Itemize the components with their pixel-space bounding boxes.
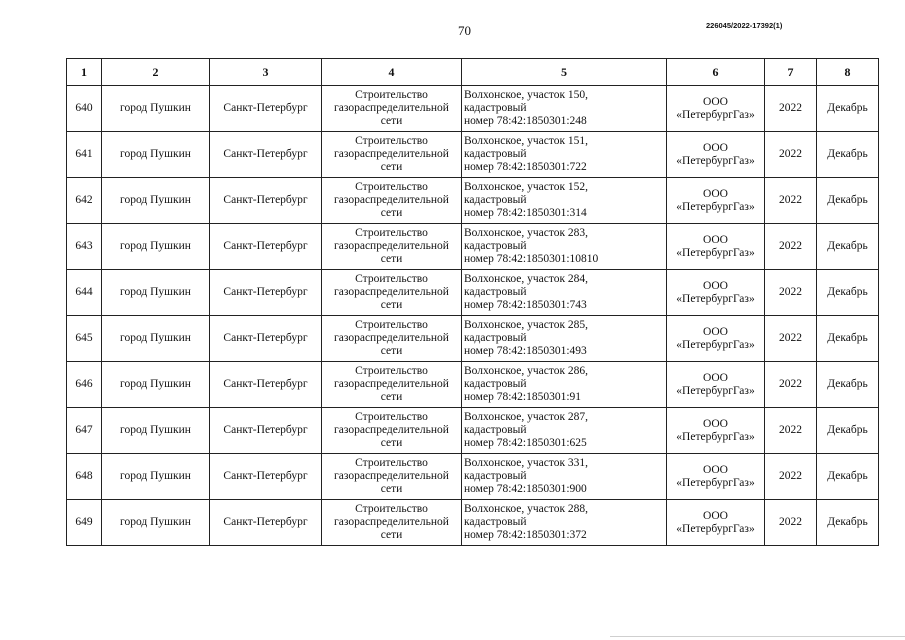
organization-cell xyxy=(667,316,765,362)
month-cell xyxy=(817,454,879,500)
work-type-cell-line: Строительство xyxy=(355,365,428,377)
work-type-cell-line: Строительство xyxy=(355,503,428,515)
table-row xyxy=(67,500,879,546)
month-cell xyxy=(817,132,879,178)
row-number xyxy=(67,454,102,500)
region-cell-line: Санкт-Петербург xyxy=(223,516,308,528)
month-cell-line: Декабрь xyxy=(827,470,868,482)
region-cell xyxy=(210,362,322,408)
work-type-cell-line: сети xyxy=(380,529,403,541)
organization-cell-line: «ПетербургГаз» xyxy=(676,430,755,443)
month-cell-line: Декабрь xyxy=(827,148,868,160)
year-cell xyxy=(765,86,817,132)
work-type-cell xyxy=(322,224,462,270)
row-number-line: 645 xyxy=(75,332,93,344)
row-number-line: 647 xyxy=(75,424,93,436)
city-cell-line: город Пушкин xyxy=(120,332,191,344)
work-type-cell-line: Строительство xyxy=(355,89,428,101)
city-cell-line: город Пушкин xyxy=(120,286,191,298)
header-row xyxy=(67,59,879,86)
address-cell-line: кадастровый xyxy=(464,470,527,482)
region-cell-line: Санкт-Петербург xyxy=(223,194,308,206)
year-cell-line: 2022 xyxy=(779,240,802,252)
column-header: 4 xyxy=(322,59,462,86)
organization-cell xyxy=(667,132,765,178)
work-type-cell-line: сети xyxy=(380,437,403,449)
column-header: 1 xyxy=(67,59,102,86)
row-number xyxy=(67,500,102,546)
column-header: 3 xyxy=(210,59,322,86)
city-cell xyxy=(102,270,210,316)
month-cell xyxy=(817,270,879,316)
work-type-cell-line: Строительство xyxy=(355,181,428,193)
organization-cell xyxy=(667,408,765,454)
row-number xyxy=(67,362,102,408)
region-cell-line: Санкт-Петербург xyxy=(223,102,308,114)
region-cell xyxy=(210,500,322,546)
region-cell-line: Санкт-Петербург xyxy=(223,240,308,252)
organization-cell xyxy=(667,362,765,408)
document-id: 226045/2022-17392(1) xyxy=(706,21,783,30)
work-type-cell xyxy=(322,454,462,500)
year-cell xyxy=(765,178,817,224)
year-cell xyxy=(765,362,817,408)
organization-cell-line: ООО xyxy=(703,141,728,154)
work-type-cell-line: газораспределительной xyxy=(334,378,449,390)
address-cell xyxy=(462,132,667,178)
year-cell xyxy=(765,316,817,362)
work-type-cell-line: Строительство xyxy=(355,411,428,423)
work-type-cell-line: газораспределительной xyxy=(334,332,449,344)
address-cell-line: Волхонское, участок 284, xyxy=(464,273,589,285)
organization-cell-line: «ПетербургГаз» xyxy=(676,384,755,397)
organization-cell-line: ООО xyxy=(703,371,728,384)
row-number-line: 646 xyxy=(75,378,93,390)
year-cell xyxy=(765,132,817,178)
organization-cell-line: ООО xyxy=(703,509,728,522)
region-cell-line: Санкт-Петербург xyxy=(223,424,308,436)
address-cell-line: номер 78:42:1850301:372 xyxy=(464,529,587,541)
work-type-cell-line: сети xyxy=(380,115,403,127)
region-cell-line: Санкт-Петербург xyxy=(223,470,308,482)
year-cell xyxy=(765,270,817,316)
address-cell xyxy=(462,500,667,546)
work-type-cell-line: сети xyxy=(380,345,403,357)
address-cell-line: номер 78:42:1850301:900 xyxy=(464,483,587,495)
work-type-cell-line: сети xyxy=(380,299,403,311)
address-cell-line: номер 78:42:1850301:743 xyxy=(464,299,587,311)
region-cell xyxy=(210,178,322,224)
address-cell-line: номер 78:42:1850301:248 xyxy=(464,115,587,127)
region-cell-line: Санкт-Петербург xyxy=(223,378,308,390)
work-type-cell-line: газораспределительной xyxy=(334,286,449,298)
city-cell-line: город Пушкин xyxy=(120,194,191,206)
work-type-cell-line: Строительство xyxy=(355,457,428,469)
work-type-cell-line: газораспределительной xyxy=(334,194,449,206)
work-type-cell xyxy=(322,500,462,546)
work-type-cell-line: сети xyxy=(380,391,403,403)
address-cell-line: номер 78:42:1850301:493 xyxy=(464,345,587,357)
address-cell-line: номер 78:42:1850301:314 xyxy=(464,207,587,219)
organization-cell xyxy=(667,500,765,546)
year-cell xyxy=(765,454,817,500)
month-cell xyxy=(817,86,879,132)
month-cell xyxy=(817,408,879,454)
organization-cell-line: «ПетербургГаз» xyxy=(676,154,755,167)
city-cell xyxy=(102,178,210,224)
row-number xyxy=(67,408,102,454)
column-header: 6 xyxy=(667,59,765,86)
organization-cell xyxy=(667,454,765,500)
table-row xyxy=(67,270,879,316)
address-cell xyxy=(462,316,667,362)
row-number xyxy=(67,224,102,270)
organization-cell-line: ООО xyxy=(703,463,728,476)
work-type-cell-line: газораспределительной xyxy=(334,102,449,114)
address-cell xyxy=(462,270,667,316)
city-cell-line: город Пушкин xyxy=(120,470,191,482)
organization-cell xyxy=(667,178,765,224)
city-cell xyxy=(102,362,210,408)
year-cell-line: 2022 xyxy=(779,470,802,482)
address-cell xyxy=(462,178,667,224)
city-cell-line: город Пушкин xyxy=(120,148,191,160)
table-row xyxy=(67,86,879,132)
month-cell-line: Декабрь xyxy=(827,516,868,528)
year-cell-line: 2022 xyxy=(779,102,802,114)
organization-cell-line: ООО xyxy=(703,233,728,246)
month-cell xyxy=(817,362,879,408)
work-type-cell xyxy=(322,86,462,132)
registry-table xyxy=(66,58,879,546)
year-cell xyxy=(765,500,817,546)
address-cell-line: Волхонское, участок 331, xyxy=(464,457,589,469)
table-row xyxy=(67,316,879,362)
address-cell-line: кадастровый xyxy=(464,240,527,252)
city-cell-line: город Пушкин xyxy=(120,516,191,528)
address-cell-line: Волхонское, участок 286, xyxy=(464,365,589,377)
city-cell xyxy=(102,224,210,270)
address-cell-line: номер 78:42:1850301:91 xyxy=(464,391,582,403)
city-cell-line: город Пушкин xyxy=(120,240,191,252)
page-edge-line xyxy=(610,636,905,637)
address-cell xyxy=(462,454,667,500)
row-number xyxy=(67,270,102,316)
work-type-cell-line: газораспределительной xyxy=(334,240,449,252)
year-cell-line: 2022 xyxy=(779,378,802,390)
year-cell-line: 2022 xyxy=(779,332,802,344)
column-header: 8 xyxy=(817,59,879,86)
work-type-cell-line: газораспределительной xyxy=(334,516,449,528)
work-type-cell xyxy=(322,316,462,362)
column-header: 5 xyxy=(462,59,667,86)
address-cell-line: номер 78:42:1850301:10810 xyxy=(464,253,599,265)
organization-cell-line: ООО xyxy=(703,279,728,292)
address-cell-line: кадастровый xyxy=(464,194,527,206)
year-cell xyxy=(765,408,817,454)
work-type-cell-line: газораспределительной xyxy=(334,148,449,160)
region-cell xyxy=(210,316,322,362)
organization-cell-line: ООО xyxy=(703,95,728,108)
year-cell-line: 2022 xyxy=(779,194,802,206)
work-type-cell xyxy=(322,408,462,454)
work-type-cell-line: сети xyxy=(380,483,403,495)
region-cell xyxy=(210,270,322,316)
organization-cell-line: «ПетербургГаз» xyxy=(676,246,755,259)
work-type-cell xyxy=(322,270,462,316)
city-cell xyxy=(102,316,210,362)
organization-cell-line: «ПетербургГаз» xyxy=(676,522,755,535)
organization-cell xyxy=(667,86,765,132)
city-cell xyxy=(102,408,210,454)
address-cell-line: кадастровый xyxy=(464,332,527,344)
work-type-cell-line: газораспределительной xyxy=(334,424,449,436)
work-type-cell-line: Строительство xyxy=(355,227,428,239)
month-cell-line: Декабрь xyxy=(827,194,868,206)
organization-cell-line: ООО xyxy=(703,325,728,338)
month-cell-line: Декабрь xyxy=(827,240,868,252)
row-number-line: 644 xyxy=(75,286,93,298)
city-cell-line: город Пушкин xyxy=(120,378,191,390)
address-cell xyxy=(462,86,667,132)
address-cell-line: Волхонское, участок 285, xyxy=(464,319,589,331)
table-row xyxy=(67,408,879,454)
address-cell xyxy=(462,408,667,454)
row-number xyxy=(67,132,102,178)
month-cell xyxy=(817,224,879,270)
work-type-cell-line: газораспределительной xyxy=(334,470,449,482)
address-cell-line: номер 78:42:1850301:625 xyxy=(464,437,587,449)
month-cell-line: Декабрь xyxy=(827,332,868,344)
work-type-cell-line: сети xyxy=(380,161,403,173)
work-type-cell-line: сети xyxy=(380,207,403,219)
work-type-cell-line: Строительство xyxy=(355,273,428,285)
organization-cell xyxy=(667,270,765,316)
address-cell-line: кадастровый xyxy=(464,378,527,390)
region-cell xyxy=(210,224,322,270)
city-cell xyxy=(102,500,210,546)
column-header: 7 xyxy=(765,59,817,86)
month-cell-line: Декабрь xyxy=(827,378,868,390)
row-number xyxy=(67,178,102,224)
address-cell-line: кадастровый xyxy=(464,424,527,436)
region-cell xyxy=(210,86,322,132)
month-cell-line: Декабрь xyxy=(827,102,868,114)
organization-cell-line: «ПетербургГаз» xyxy=(676,338,755,351)
organization-cell-line: ООО xyxy=(703,187,728,200)
row-number-line: 643 xyxy=(75,240,93,252)
table-row xyxy=(67,454,879,500)
address-cell-line: Волхонское, участок 150, xyxy=(464,89,589,101)
month-cell xyxy=(817,316,879,362)
organization-cell-line: «ПетербургГаз» xyxy=(676,200,755,213)
address-cell-line: кадастровый xyxy=(464,516,527,528)
city-cell xyxy=(102,86,210,132)
row-number-line: 642 xyxy=(75,194,93,206)
organization-cell-line: «ПетербургГаз» xyxy=(676,108,755,121)
address-cell-line: Волхонское, участок 288, xyxy=(464,503,589,515)
row-number xyxy=(67,86,102,132)
address-cell-line: кадастровый xyxy=(464,148,527,160)
address-cell-line: кадастровый xyxy=(464,102,527,114)
region-cell xyxy=(210,454,322,500)
work-type-cell-line: сети xyxy=(380,253,403,265)
address-cell-line: Волхонское, участок 151, xyxy=(464,135,589,147)
organization-cell-line: ООО xyxy=(703,417,728,430)
work-type-cell-line: Строительство xyxy=(355,135,428,147)
month-cell xyxy=(817,178,879,224)
address-cell-line: Волхонское, участок 283, xyxy=(464,227,589,239)
work-type-cell xyxy=(322,132,462,178)
region-cell-line: Санкт-Петербург xyxy=(223,148,308,160)
address-cell-line: Волхонское, участок 287, xyxy=(464,411,589,423)
row-number-line: 641 xyxy=(75,148,93,160)
year-cell-line: 2022 xyxy=(779,286,802,298)
table-row xyxy=(67,178,879,224)
table-row xyxy=(67,362,879,408)
city-cell xyxy=(102,454,210,500)
table-row xyxy=(67,224,879,270)
region-cell xyxy=(210,408,322,454)
city-cell-line: город Пушкин xyxy=(120,424,191,436)
month-cell-line: Декабрь xyxy=(827,424,868,436)
row-number xyxy=(67,316,102,362)
organization-cell-line: «ПетербургГаз» xyxy=(676,476,755,489)
address-cell-line: Волхонское, участок 152, xyxy=(464,181,589,193)
month-cell-line: Декабрь xyxy=(827,286,868,298)
organization-cell xyxy=(667,224,765,270)
region-cell-line: Санкт-Петербург xyxy=(223,286,308,298)
city-cell-line: город Пушкин xyxy=(120,102,191,114)
month-cell xyxy=(817,500,879,546)
year-cell xyxy=(765,224,817,270)
table-row xyxy=(67,132,879,178)
page-number: 70 xyxy=(458,23,471,38)
region-cell xyxy=(210,132,322,178)
row-number-line: 648 xyxy=(75,470,93,482)
region-cell-line: Санкт-Петербург xyxy=(223,332,308,344)
address-cell-line: кадастровый xyxy=(464,286,527,298)
row-number-line: 649 xyxy=(75,516,93,528)
column-header: 2 xyxy=(102,59,210,86)
year-cell-line: 2022 xyxy=(779,148,802,160)
address-cell-line: номер 78:42:1850301:722 xyxy=(464,161,587,173)
work-type-cell xyxy=(322,178,462,224)
work-type-cell-line: Строительство xyxy=(355,319,428,331)
organization-cell-line: «ПетербургГаз» xyxy=(676,292,755,305)
year-cell-line: 2022 xyxy=(779,516,802,528)
address-cell xyxy=(462,362,667,408)
year-cell-line: 2022 xyxy=(779,424,802,436)
work-type-cell xyxy=(322,362,462,408)
city-cell xyxy=(102,132,210,178)
row-number-line: 640 xyxy=(75,102,93,114)
address-cell xyxy=(462,224,667,270)
table-body xyxy=(67,86,879,546)
